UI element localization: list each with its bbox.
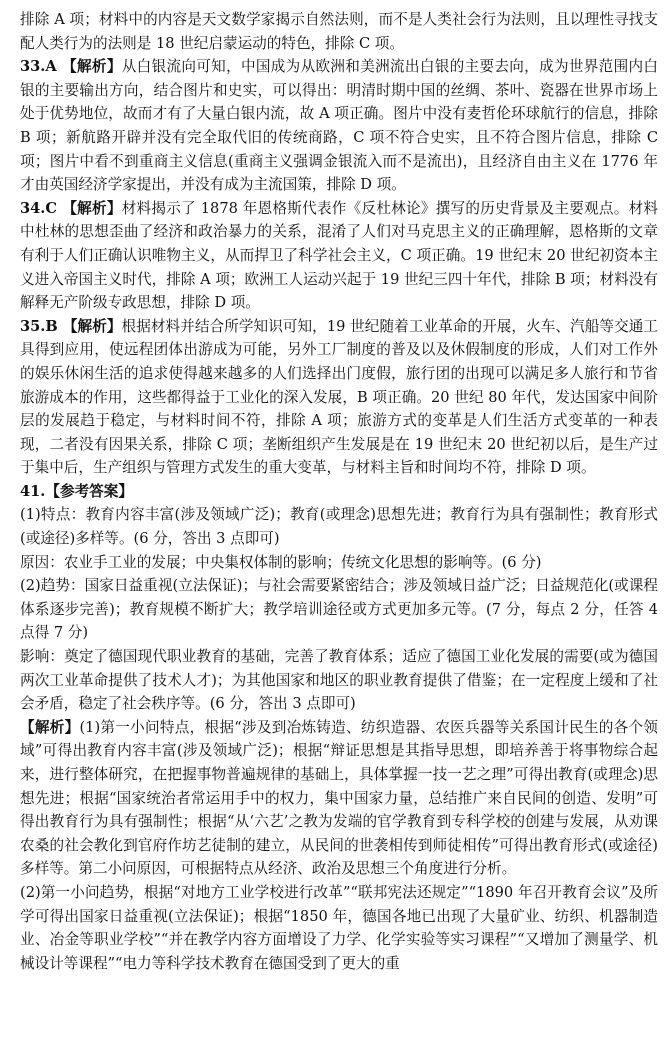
answer-33-text: 从白银流向可知，中国成为从欧洲和美洲流出白银的主要去向，成为世界范围内白银的主要输出方向，结合图片和史实，可以得出：明清时期中国的丝绸、茶叶、瓷器在世界市场上处于优势地位，故而才有了大量白银内流，故 A 项正确。图片中没有麦哲伦环球航行的信息，排除 B 项；新航路开辟并没有完全取代旧的传统商路，C 项不符合史实，且不符合图片信息，排除 C 项；图片中看不到重商主义信息(重商主义强调金银流入而不是流出)，且经济自由主义在 1776 年才由英国经济学家提出，并没有成为主流国策，排除 D 项。 [20,58,658,194]
answer-41-trends [20,574,658,645]
answer-34-lead: 34.C 【解析】 [20,199,122,217]
answer-41-impact [20,645,658,716]
answer-33 [20,55,658,197]
answer-35-text: 根据材料并结合所学知识可知，19 世纪随着工业革命的开展，火车、汽船等交通工具得到应用，使远程团体出游成为可能，另外工厂制度的普及以及休假制度的形成，人们对工作外的娱乐休闲生活的追求使得越来越多的人们选择出门度假，旅行团的出现可以满足多人旅行和节省旅游成本的作用，这些都得益于工业化的深入发展，B 项正确。20 世纪 80 年代，发达国家中间阶层的发展趋于稳定，与材料时间不符，排除 A 项；旅游方式的变革是人们生活方式变革的一种表现，二者没有因果关系，排除 C 项；垄断组织产生发展是在 19 世纪末 20 世纪初以后，是生产过于集中后，生产组织与管理方式发生的重大变革，与材料主旨和时间均不符，排除 D 项。 [20,317,659,477]
answer-41-lead: 41.【参考答案】 [20,482,133,500]
answer-33-lead: 33.A 【解析】 [20,58,122,76]
answer-41-heading [20,480,658,504]
answer-41-impact-text: 影响：奠定了德国现代职业教育的基础，完善了教育体系；适应了德国工业化发展的需要(或为德国两次工业革命提供了技术人才)；为其他国家和地区的职业教育提供了借鉴；在一定程度上缓和了社会矛盾，稳定了社会秩序等。(6 分，答出 3 点即可) [20,648,658,713]
analysis-lead: 【解析】 [20,718,80,736]
answer-41-reasons [20,551,658,575]
answer-35-lead: 35.B 【解析】 [20,317,122,335]
analysis-part-1-text: (1)第一小问特点，根据“涉及到冶炼铸造、纺织造器、农医兵器等关系国计民生的各个领域”可得出教育内容丰富(涉及领域广泛)；根据“辩证思想是其指导思想，即培养善于将事物综合起来，进行整体研究，在把握事物普遍规律的基础上，具体掌握一技一艺之理”可得出教育(或理念)思想先进；根据“国家统治者常运用手中的权力，集中国家力量，总结推广来自民间的创造、发明”可得出教育行为具有强制性；根据“从‘六艺’之教为发端的官学教育到专科学校的创建与发展，从劝课农桑的社会教化到官府作坊艺徒制的建立，从民间的世袭相传到师徒相传”可得出教育形式(或途径)多样等。第二小问原因，可根据特点从经济、政治及思想三个角度进行分析。 [20,718,658,878]
answer-34 [20,197,658,315]
analysis-part-2-text: (2)第一小问趋势，根据“对地方工业学校进行改革”“联邦宪法还规定”“1890 年召开教育会议”及所学可得出国家日益重视(立法保证)；根据“1850 年，德国各地已出现了大量矿业、纺织、机器制造业、冶金等职业学校”“并在教学内容方面增设了力学、化学实验等实习课程”“又增加了测量学、机械设计等课程”“电力等科学技术教育在德国受到了更大的重 [20,883,658,972]
paragraph-continuation [20,8,658,55]
answer-34-text: 材料揭示了 1878 年恩格斯代表作《反杜林论》撰写的历史背景及主要观点。材料中杜林的思想歪曲了经济和政治暴力的关系，混淆了人们对马克思主义的正确理解，恩格斯的文章有利于人们正确认识唯物主义，从而捍卫了科学社会主义，C 项正确。19 世纪末 20 世纪初资本主义进入帝国主义时代，排除 A 项；欧洲工人运动兴起于 19 世纪三四十年代，排除 B 项；材料没有解释无产阶级专政思想，排除 D 项。 [20,199,658,312]
analysis-part-1 [20,716,658,881]
answer-35 [20,315,658,480]
answer-41-trends-text: (2)趋势：国家日益重视(立法保证)；与社会需要紧密结合；涉及领域日益广泛；日益规范化(或课程体系逐步完善)；教育规模不断扩大；教学培训途径或方式更加多元等。(7 分，每点 2 分，任答 4 点得 7 分) [20,577,658,642]
answer-41-features [20,503,658,550]
analysis-part-2 [20,881,658,975]
paragraph-text: 排除 A 项；材料中的内容是天文数学家揭示自然法则，而不是人类社会行为法则，且以理性寻找支配人类行为的法则是 18 世纪启蒙运动的特色，排除 C 项。 [20,11,658,52]
answer-41-features-text: (1)特点：教育内容丰富(涉及领域广泛)；教育(或理念)思想先进；教育行为具有强制性；教育形式(或途径)多样等。(6 分，答出 3 点即可) [20,506,658,548]
answer-41-reasons-text: 原因：农业手工业的发展；中央集权体制的影响；传统文化思想的影响等。(6 分) [20,553,542,571]
